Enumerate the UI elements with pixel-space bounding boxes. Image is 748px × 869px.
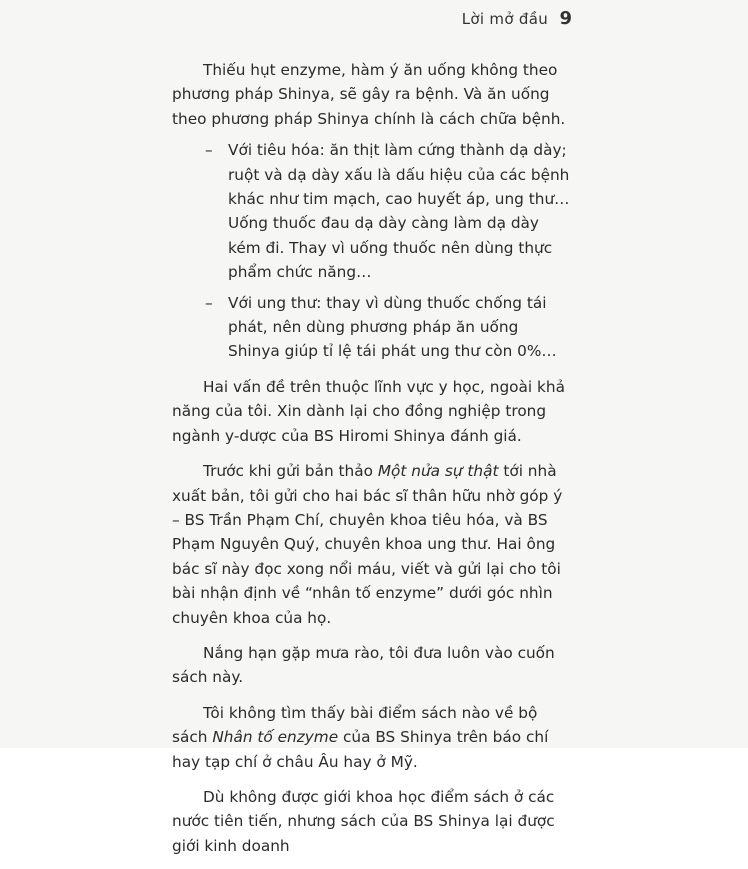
list-item bbox=[172, 138, 572, 284]
paragraph-3 bbox=[172, 459, 572, 630]
paragraph-2: Hai vấn đề trên thuộc lĩnh vực y học, ngoài khả năng của tôi. Xin dành lại cho đồng nghiệp trong ngành y-dược của BS Hiromi Shinya đánh giá. bbox=[172, 377, 565, 445]
paragraph-3-text-a: Trước khi gửi bản thảo bbox=[203, 462, 378, 481]
paragraph-3-text-b: tới nhà xuất bản, tôi gửi cho hai bác sĩ thân hữu nhờ góp ý – BS Trần Phạm Chí, chuyên khoa tiêu hóa, và BS Phạm Nguyên Quý, chuyên khoa ung thư. Hai ông bác sĩ này đọc xong nổi máu, viết và gửi lại cho tôi bài nhận định về “nhân tố enzyme” dưới góc nhìn chuyên khoa của họ. bbox=[172, 462, 563, 627]
list-dash: – bbox=[205, 141, 213, 160]
paragraph-1: Thiếu hụt enzyme, hàm ý ăn uống không theo phương pháp Shinya, sẽ gây ra bệnh. Và ăn uống theo phương pháp Shinya chính là cách chữa bệnh. bbox=[172, 61, 566, 128]
list-item-text: Với ung thư: thay vì dùng thuốc chống tái phát, nên dùng phương pháp ăn uống Shinya giúp tỉ lệ tái phát ung thư còn 0%… bbox=[228, 293, 557, 361]
page-number: 9 bbox=[559, 8, 572, 29]
page-body bbox=[172, 58, 572, 869]
book-series-italic: Nhân tố enzyme bbox=[212, 728, 339, 747]
list-item-text: Với tiêu hóa: ăn thịt làm cứng thành dạ dày; ruột và dạ dày xấu là dấu hiệu của các bệnh khác như tim mạch, cao huyết áp, ung thư… Uống thuốc đau dạ dày càng làm dạ dày kém đi. Thay vì uống thuốc nên dùng thực phẩm chức năng… bbox=[228, 141, 570, 282]
paragraph-5 bbox=[172, 701, 572, 774]
paragraph-4: Nắng hạn gặp mưa rào, tôi đưa luôn vào cuốn sách này. bbox=[172, 643, 555, 687]
list-item bbox=[172, 291, 572, 364]
paragraph-6: Dù không được giới khoa học điểm sách ở các nước tiên tiến, nhưng sách của BS Shinya lại được giới kinh doanh bbox=[172, 787, 555, 855]
list-dash: – bbox=[205, 293, 213, 312]
paragraph-5-text-a: Tôi không tìm thấy bài điểm sách nào về bộ sách bbox=[172, 703, 538, 747]
paragraph-5-text-b: của BS Shinya trên báo chí hay tạp chí ở châu Âu hay ở Mỹ. bbox=[172, 728, 549, 771]
book-title-italic: Một nửa sự thật bbox=[377, 462, 499, 481]
running-header: Lời mở đầu bbox=[461, 10, 548, 28]
